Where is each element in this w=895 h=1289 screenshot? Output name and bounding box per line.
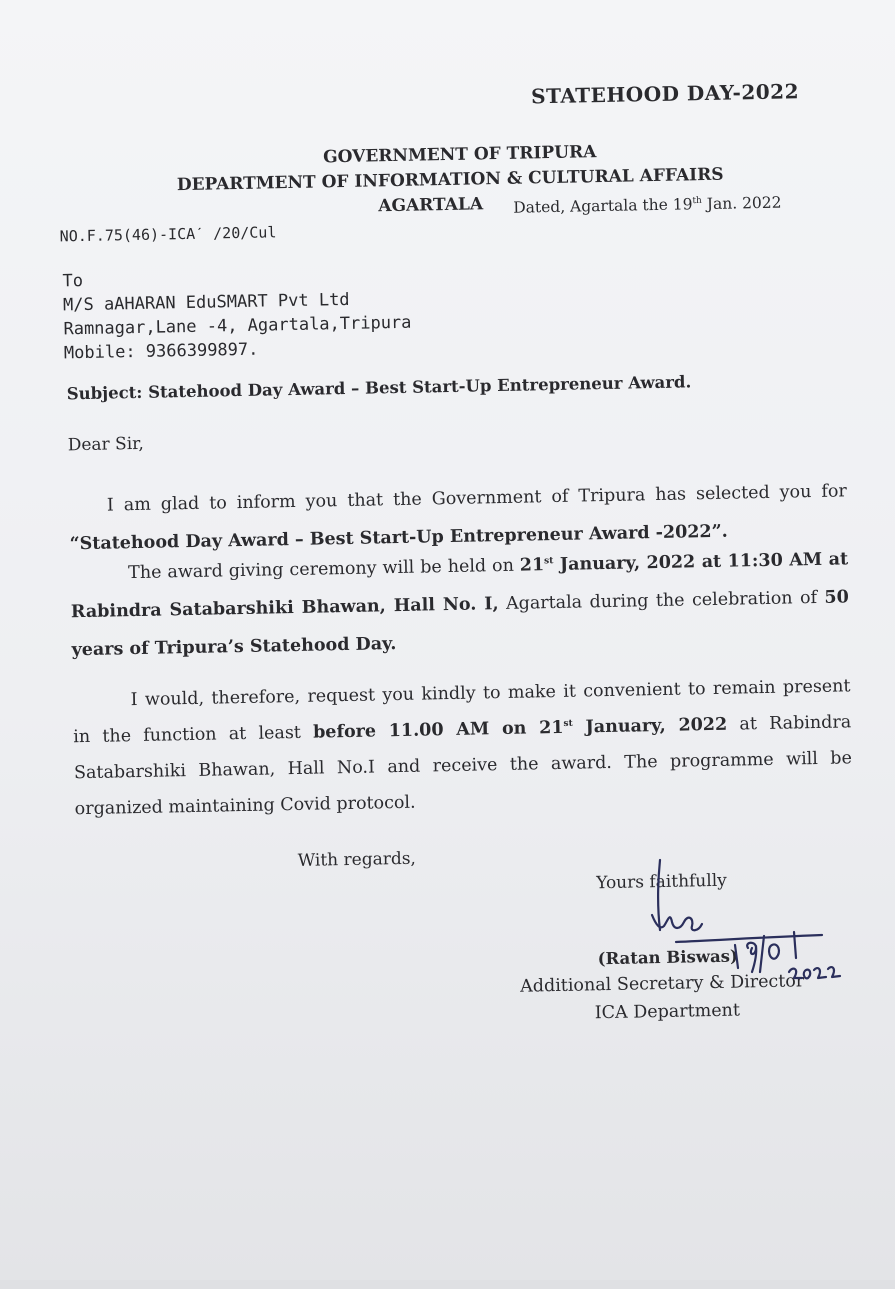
signatory-designation: Additional Secretary & Director xyxy=(520,971,805,997)
reference-number: NO.F.75(46)-ICAˊ /20/Cul xyxy=(59,223,277,246)
address-street: Ramnagar,Lane -4, Agartala,Tripura xyxy=(63,312,412,340)
with-regards: With regards, xyxy=(297,848,417,871)
salutation: Dear Sir, xyxy=(67,433,145,456)
address-mobile: Mobile: 9366399897. xyxy=(63,339,259,364)
award-name: “Statehood Day Award – Best Start-Up Entrepreneur Award -2022”. xyxy=(69,521,728,555)
celebration-name: 50 years of Tripura’s Statehood Day. xyxy=(71,587,849,661)
paragraph-2 xyxy=(70,540,850,669)
subject-line: Subject: Statehood Day Award – Best Start-Up Entrepreneur Award. xyxy=(66,372,692,404)
paragraph-3-text-2: at Rabindra Satabarshiki Bhawan, Hall No.I and receive the award. The programme will be organized maintaining Covid protocol. xyxy=(73,712,853,820)
paragraph-3-text: I would, therefore, request you kindly to make it convenient to remain present in the function at least xyxy=(73,676,851,748)
ceremony-venue: January, 2022 at 11:30 AM at Rabindra Satabarshiki Bhawan, Hall No. I, xyxy=(70,549,849,623)
department-title: DEPARTMENT OF INFORMATION & CULTURAL AFFAIRS xyxy=(176,164,724,196)
arrival-time-a: before 11.00 AM on 21 xyxy=(312,717,564,743)
letter-date xyxy=(513,194,782,217)
arrival-time-b: January, 2022 xyxy=(572,714,728,738)
event-heading: STATEHOOD DAY-2022 xyxy=(530,79,800,109)
address-to: To xyxy=(62,270,84,292)
paragraph-2-text: The award giving ceremony will be held on xyxy=(128,555,521,584)
government-title: GOVERNMENT OF TRIPURA xyxy=(322,142,597,168)
yours-faithfully: Yours faithfully xyxy=(596,870,727,894)
date-prefix: Dated, Agartala the 19 xyxy=(513,195,693,217)
ceremony-day-ordinal: st xyxy=(544,556,554,567)
arrival-time xyxy=(313,715,727,743)
date-suffix: Jan. 2022 xyxy=(701,193,782,214)
date-ordinal: th xyxy=(692,195,702,207)
paragraph-2-text-2: Agartala during the celebration of xyxy=(498,587,825,615)
arrival-day-ordinal: st xyxy=(563,718,573,730)
city-title: AGARTALA xyxy=(378,194,484,217)
signatory-department: ICA Department xyxy=(594,1000,741,1024)
address-company: M/S aAHARAN EduSMART Pvt Ltd xyxy=(62,289,350,316)
signatory-name: (Ratan Biswas) xyxy=(597,946,738,969)
ceremony-day: 21 xyxy=(519,555,545,576)
paragraph-3 xyxy=(72,668,853,827)
paragraph-1-text: I am glad to inform you that the Government of Tripura has selected you for xyxy=(106,481,847,516)
